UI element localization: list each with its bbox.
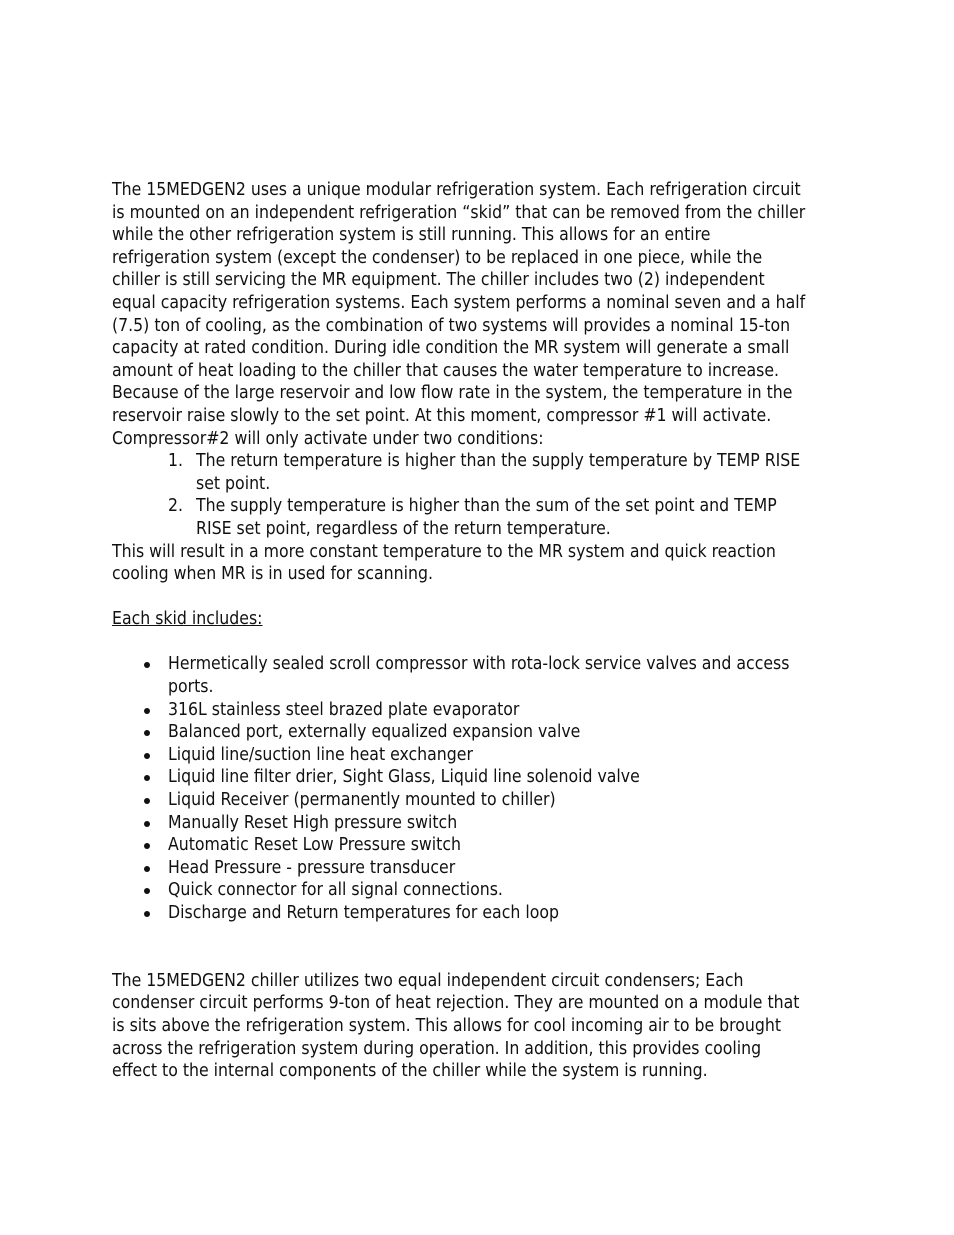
bullet-icon: [144, 866, 150, 872]
paragraph-condensers: [112, 970, 847, 1083]
list-item: [112, 812, 847, 835]
text-line: set point.: [196, 473, 271, 494]
blank-line: [112, 925, 847, 948]
text-line: The supply temperature is higher than the sum of the set point and TEMP: [196, 496, 777, 517]
list-item: [112, 789, 847, 812]
blank-line: [112, 631, 847, 654]
list-item: [112, 879, 847, 902]
list-item: [112, 744, 847, 767]
text-line: Liquid line filter drier, Sight Glass, Liquid line solenoid valve: [168, 767, 640, 788]
list-item: [112, 857, 847, 880]
blank-line: [112, 947, 847, 970]
text-line: The 15MEDGEN2 uses a unique modular refrigeration system. Each refrigeration circuit: [112, 180, 801, 200]
text-line: is mounted on an independent refrigeration “skid” that can be removed from the chiller: [112, 202, 806, 223]
text-line: condenser circuit performs 9-ton of heat rejection. They are mounted on a module that: [112, 993, 800, 1014]
bullet-icon: [144, 775, 150, 781]
text-line: Discharge and Return temperatures for each loop: [168, 903, 559, 923]
list-item: [112, 721, 847, 744]
list-number: 2.: [168, 496, 184, 517]
text-line: refrigeration system (except the condenser) to be replaced in one piece, while the: [112, 247, 763, 268]
text-line: Because of the large reservoir and low flow rate in the system, the temperature in the: [112, 383, 793, 404]
text-line: 316L stainless steel brazed plate evaporator: [168, 699, 520, 720]
text-line: is sits above the refrigeration system. This allows for cool incoming air to be brought: [112, 1015, 782, 1036]
list-item: [112, 653, 847, 698]
bullet-icon: [144, 798, 150, 804]
text-line: amount of heat loading to the chiller that causes the water temperature to increase.: [112, 360, 780, 381]
text-line: chiller is still servicing the MR equipment. The chiller includes two (2) independent: [112, 270, 765, 291]
bullet-icon: [144, 888, 150, 894]
list-item: [112, 766, 847, 789]
document-page: [112, 179, 847, 1083]
bullet-icon: [144, 708, 150, 714]
text-line: Head Pressure - pressure transducer: [168, 857, 456, 878]
text-line: Quick connector for all signal connections.: [168, 880, 503, 901]
bullet-icon: [144, 821, 150, 827]
skid-includes-heading-text: Each skid includes:: [112, 609, 263, 630]
numbered-list-item: [112, 495, 847, 540]
paragraph-result: [112, 541, 847, 586]
skid-includes-heading: [112, 608, 847, 631]
bullet-icon: [144, 662, 150, 668]
text-line: cooling when MR is in used for scanning.: [112, 564, 433, 585]
text-line: across the refrigeration system during operation. In addition, this provides cooling: [112, 1038, 762, 1059]
text-line: Manually Reset High pressure switch: [168, 812, 458, 833]
text-line: while the other refrigeration system is still running. This allows for an entire: [112, 225, 711, 246]
text-line: Liquid Receiver (permanently mounted to chiller): [168, 790, 556, 811]
bullet-icon: [144, 753, 150, 759]
text-line: Balanced port, externally equalized expansion valve: [168, 722, 581, 743]
list-item: [112, 699, 847, 722]
text-line: ports.: [168, 677, 214, 698]
text-line: effect to the internal components of the chiller while the system is running.: [112, 1061, 708, 1082]
text-line: (7.5) ton of cooling, as the combination of two systems will provides a nominal 15-ton: [112, 315, 791, 336]
numbered-list-item: [112, 450, 847, 495]
list-item: [112, 902, 847, 925]
list-item: [112, 834, 847, 857]
skid-components-list: [112, 653, 847, 924]
text-line: This will result in a more constant temperature to the MR system and quick reaction: [112, 541, 776, 562]
paragraph-modular-refrigeration: [112, 179, 847, 450]
compressor-conditions-list: [112, 450, 847, 540]
text-line: The 15MEDGEN2 chiller utilizes two equal independent circuit condensers; Each: [112, 970, 744, 991]
list-number: 1.: [168, 451, 184, 472]
text-line: RISE set point, regardless of the return temperature.: [196, 518, 611, 539]
text-line: Liquid line/suction line heat exchanger: [168, 744, 473, 765]
text-line: capacity at rated condition. During idle condition the MR system will generate a small: [112, 338, 790, 359]
bullet-icon: [144, 730, 150, 736]
bullet-icon: [144, 843, 150, 849]
text-line: reservoir raise slowly to the set point. At this moment, compressor #1 will activate.: [112, 405, 772, 426]
blank-line: [112, 586, 847, 609]
bullet-icon: [144, 911, 150, 917]
text-line: Compressor#2 will only activate under two conditions:: [112, 428, 544, 449]
text-line: The return temperature is higher than the supply temperature by TEMP RISE: [196, 451, 801, 472]
text-line: equal capacity refrigeration systems. Each system performs a nominal seven and a half: [112, 292, 806, 313]
text-line: Automatic Reset Low Pressure switch: [168, 835, 461, 856]
text-line: Hermetically sealed scroll compressor with rota-lock service valves and access: [168, 654, 790, 675]
